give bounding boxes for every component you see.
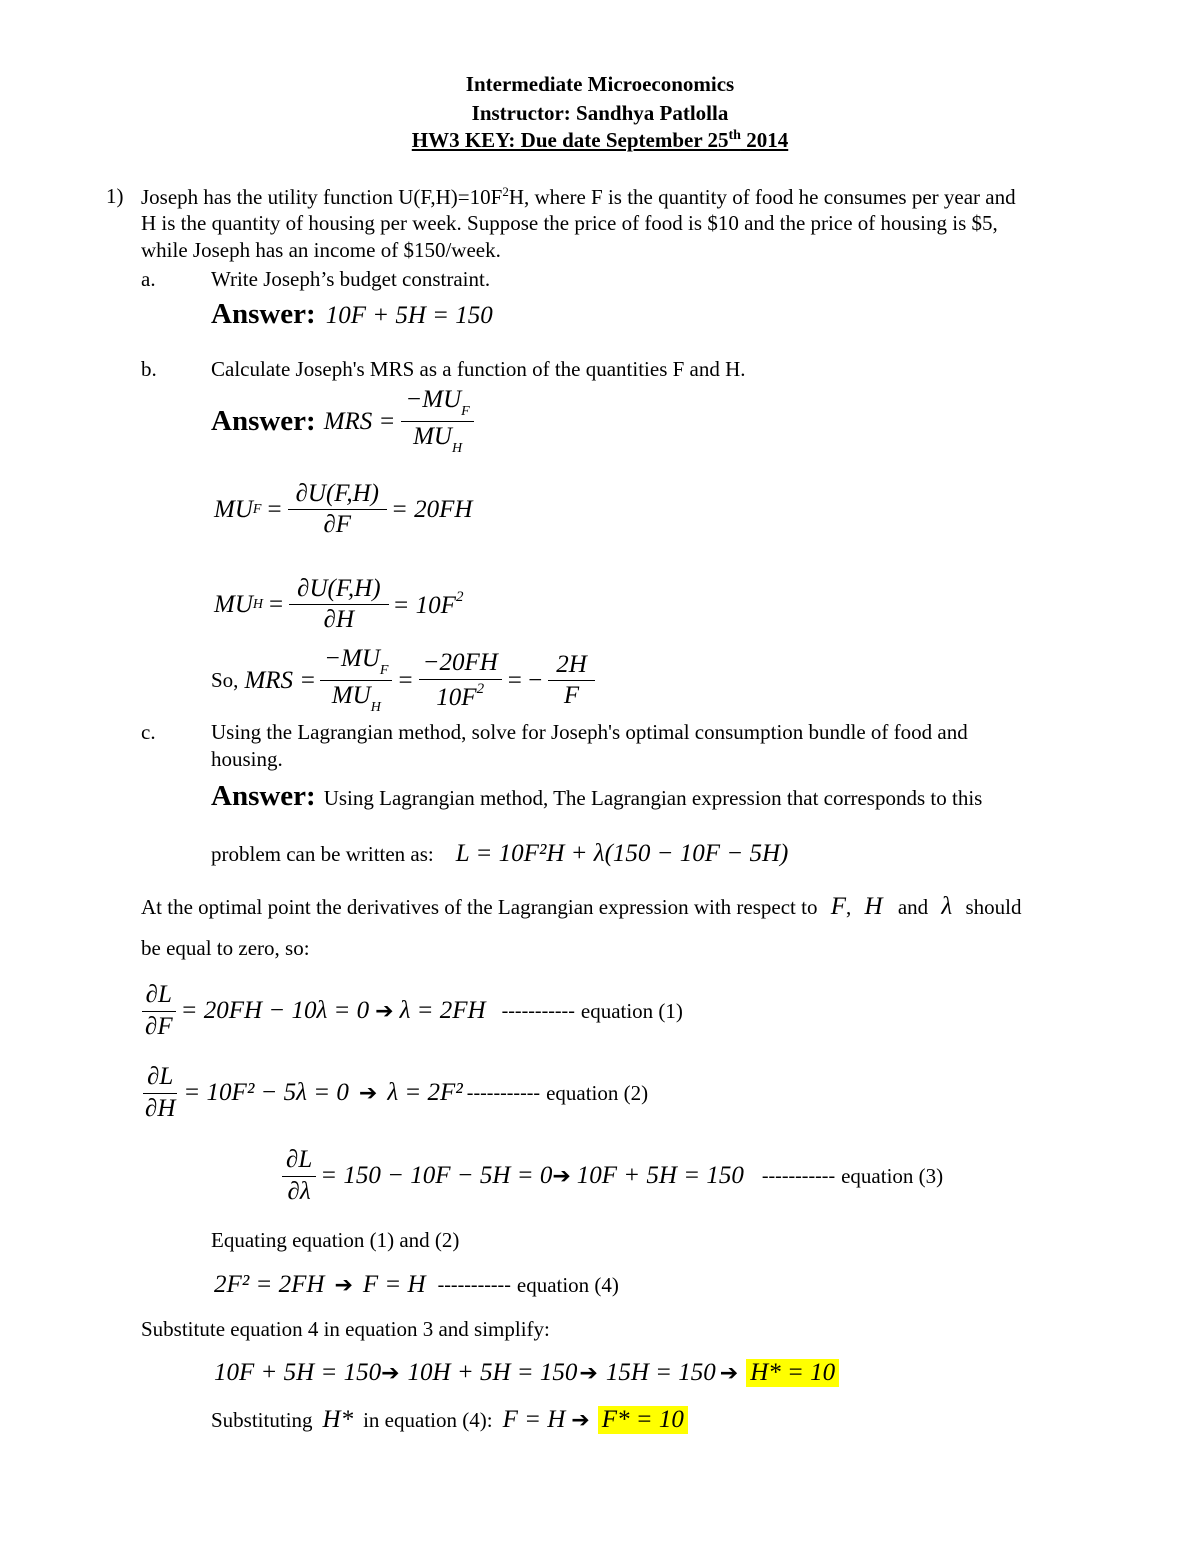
hw-title-year: 2014	[740, 128, 789, 152]
mrs-den-text: MU	[413, 423, 452, 451]
optimal-and: and	[897, 895, 929, 919]
equation-4	[214, 1271, 619, 1299]
equation-1	[141, 981, 683, 1042]
optimal-post: should	[965, 895, 1022, 919]
muh-equation	[214, 575, 463, 635]
equating-text: Equating equation (1) and (2)	[211, 1228, 460, 1252]
equation-2	[141, 1063, 648, 1124]
so-mrs: MRS =	[244, 666, 317, 694]
q1-line1-sup: 2	[502, 184, 509, 199]
problem-text: problem can be written as:	[211, 842, 434, 866]
eq3-numerator: ∂L	[282, 1146, 316, 1177]
eq2-label: equation (2)	[546, 1080, 649, 1105]
sub-hstar: H*	[322, 1406, 354, 1433]
lagrangian-expression: L = 10F²H + λ(150 − 10F − 5H)	[455, 840, 789, 867]
optimal-f: F	[830, 893, 847, 920]
frac1-num	[320, 645, 392, 681]
arrow-icon: ➔	[719, 1360, 739, 1386]
part-c-answer	[211, 780, 982, 813]
arrow-icon: ➔	[358, 1080, 378, 1106]
muf-sub: F	[252, 501, 262, 517]
eq1-numerator: ∂L	[142, 981, 176, 1012]
muf-numerator: ∂U(F,H)	[288, 480, 387, 510]
q1-line1-pre: Joseph has the utility function U(F,H)=10F	[141, 185, 503, 209]
muh-denominator: ∂H	[323, 605, 355, 633]
optimal-lambda: λ	[941, 893, 953, 920]
substituting-text: Substituting	[211, 1407, 313, 1432]
muh-fraction	[289, 575, 388, 635]
frac1-den-sub: H	[370, 700, 381, 716]
muh-numerator: ∂U(F,H)	[289, 575, 388, 605]
mrs-numerator	[401, 386, 473, 422]
mrs-num-text: −MU	[405, 386, 462, 413]
lagrangian-line	[211, 840, 788, 868]
answer-label: Answer:	[211, 405, 316, 438]
answer-label: Answer:	[211, 780, 316, 812]
mrs-definition	[211, 386, 474, 457]
part-b-question: Calculate Joseph's MRS as a function of the quantities F and H.	[211, 357, 746, 381]
eq3-result: 10F + 5H = 150	[576, 1162, 744, 1190]
arrow-icon: ➔	[375, 998, 394, 1024]
muf-fraction	[288, 480, 387, 540]
chain-step-3: 15H = 150	[605, 1359, 716, 1386]
muh-rhs-text: = 10F	[392, 592, 456, 620]
eq1-denominator: ∂F	[145, 1012, 173, 1040]
question-line-2: H is the quantity of housing per week. Suppose the price of food is $10 and the price of housing is $5,	[141, 211, 998, 235]
eq3-middle: = 150 − 10F − 5H = 0	[320, 1162, 553, 1190]
eq3-fraction	[282, 1146, 316, 1207]
sub-eq: F = H	[502, 1406, 566, 1433]
eq2-result: λ = 2F²	[387, 1079, 463, 1107]
mrs-frac-1	[320, 645, 392, 716]
eq2-middle: = 10F² − 5λ = 0	[183, 1079, 349, 1107]
eq2-fraction	[141, 1063, 179, 1124]
eq4-label: equation (4)	[516, 1272, 619, 1297]
eq4-result: F = H	[362, 1271, 426, 1298]
optimal-pre: At the optimal point the derivatives of the Lagrangian expression with respect to	[141, 895, 818, 919]
eq1-fraction	[141, 981, 177, 1042]
muh-lhs: MU	[214, 590, 253, 618]
optimal-h: H	[864, 893, 883, 920]
chain-step-2: 10H + 5H = 150	[407, 1359, 578, 1386]
eq2-denominator: ∂H	[145, 1094, 176, 1122]
frac1-den-text: MU	[331, 682, 371, 710]
mrs-lhs: MRS =	[323, 407, 396, 435]
muh-rhs-sup: 2	[455, 589, 464, 606]
eq1-result: λ = 2FH	[399, 997, 486, 1025]
f-star-result: F* = 10	[598, 1406, 688, 1434]
instructor-line: Instructor: Sandhya Patlolla	[471, 101, 729, 125]
h-star-result: H* = 10	[746, 1359, 839, 1387]
eq3-denominator: ∂λ	[287, 1177, 311, 1205]
part-a-label: a.	[141, 267, 156, 291]
equals-sign: =	[398, 666, 413, 694]
eq3-label: equation (3)	[841, 1163, 944, 1188]
muf-equation	[214, 480, 472, 540]
eq1-dashes: -----------	[501, 999, 575, 1022]
part-c-question-2: housing.	[211, 747, 283, 771]
eq3-dashes: -----------	[761, 1164, 836, 1187]
mrs-num-sub: F	[461, 404, 470, 419]
substitution-chain	[214, 1359, 839, 1387]
part-c-question-1: Using the Lagrangian method, solve for Joseph's optimal consumption bundle of food and	[211, 720, 968, 744]
budget-constraint: 10F + 5H = 150	[325, 302, 493, 329]
frac1-num-sub: F	[379, 663, 389, 678]
equals-sign: =	[269, 590, 284, 618]
eq4-lhs: 2F² = 2FH	[214, 1271, 325, 1298]
eq2-numerator: ∂L	[143, 1063, 177, 1094]
muh-rhs	[393, 589, 464, 620]
hw-title	[0, 128, 1200, 153]
frac3-den: F	[563, 681, 580, 709]
frac2-den	[432, 680, 488, 713]
optimal-comma: ,	[846, 895, 852, 919]
mrs-den-sub: H	[451, 441, 463, 457]
part-a-answer	[211, 298, 493, 331]
question-line-3: while Joseph has an income of $150/week.	[141, 238, 501, 262]
substitute-text: Substitute equation 4 in equation 3 and simplify:	[141, 1317, 550, 1341]
hw-title-sup: th	[728, 128, 741, 143]
arrow-icon: ➔	[334, 1272, 353, 1298]
muh-sub: H	[252, 596, 264, 612]
muf-lhs: MU	[214, 495, 253, 523]
eq2-dashes: -----------	[466, 1081, 541, 1104]
optimal-point-line-2: be equal to zero, so:	[141, 936, 310, 960]
arrow-icon: ➔	[381, 1360, 400, 1386]
equals-minus: = −	[507, 666, 543, 694]
sub-in-text: in equation (4):	[363, 1407, 493, 1432]
part-b-label: b.	[141, 357, 157, 381]
final-substitution	[211, 1406, 688, 1434]
q1-line1-post: H, where F is the quantity of food he consumes per year and	[508, 185, 1016, 209]
optimal-point-line-1	[141, 893, 1022, 921]
frac2-num: −20FH	[419, 649, 502, 680]
equals-sign: =	[267, 495, 282, 523]
frac2-den-sup: 2	[476, 680, 485, 697]
part-c-answer-text: Using Lagrangian method, The Lagrangian expression that corresponds to this	[323, 786, 983, 810]
eq1-middle: = 20FH − 10λ = 0	[180, 997, 370, 1025]
eq1-label: equation (1)	[580, 998, 683, 1023]
mrs-frac-2	[419, 649, 502, 713]
answer-label: Answer:	[211, 298, 316, 330]
so-label: So,	[211, 668, 239, 693]
course-title: Intermediate Microeconomics	[465, 72, 735, 96]
question-line-1	[141, 184, 1016, 210]
frac1-num-text: −MU	[324, 645, 380, 672]
arrow-icon: ➔	[571, 1407, 590, 1433]
muf-rhs: = 20FH	[390, 495, 473, 523]
question-number: 1)	[106, 184, 124, 208]
equation-3	[282, 1146, 943, 1207]
mrs-frac-3	[548, 651, 595, 711]
hw-title-text: HW3 KEY: Due date September 25	[411, 128, 729, 152]
arrow-icon: ➔	[552, 1163, 571, 1189]
part-a-question: Write Joseph’s budget constraint.	[211, 267, 491, 291]
muf-denominator: ∂F	[323, 510, 352, 538]
mrs-fraction	[401, 386, 473, 457]
frac3-num: 2H	[548, 651, 595, 681]
part-c-label: c.	[141, 720, 156, 744]
chain-step-1: 10F + 5H = 150	[214, 1359, 382, 1386]
mrs-result	[211, 645, 595, 716]
frac2-den-text: 10F	[436, 683, 477, 711]
arrow-icon: ➔	[579, 1360, 598, 1386]
eq4-dashes: -----------	[437, 1273, 511, 1296]
mrs-denominator	[409, 422, 466, 457]
frac1-den	[328, 681, 385, 716]
